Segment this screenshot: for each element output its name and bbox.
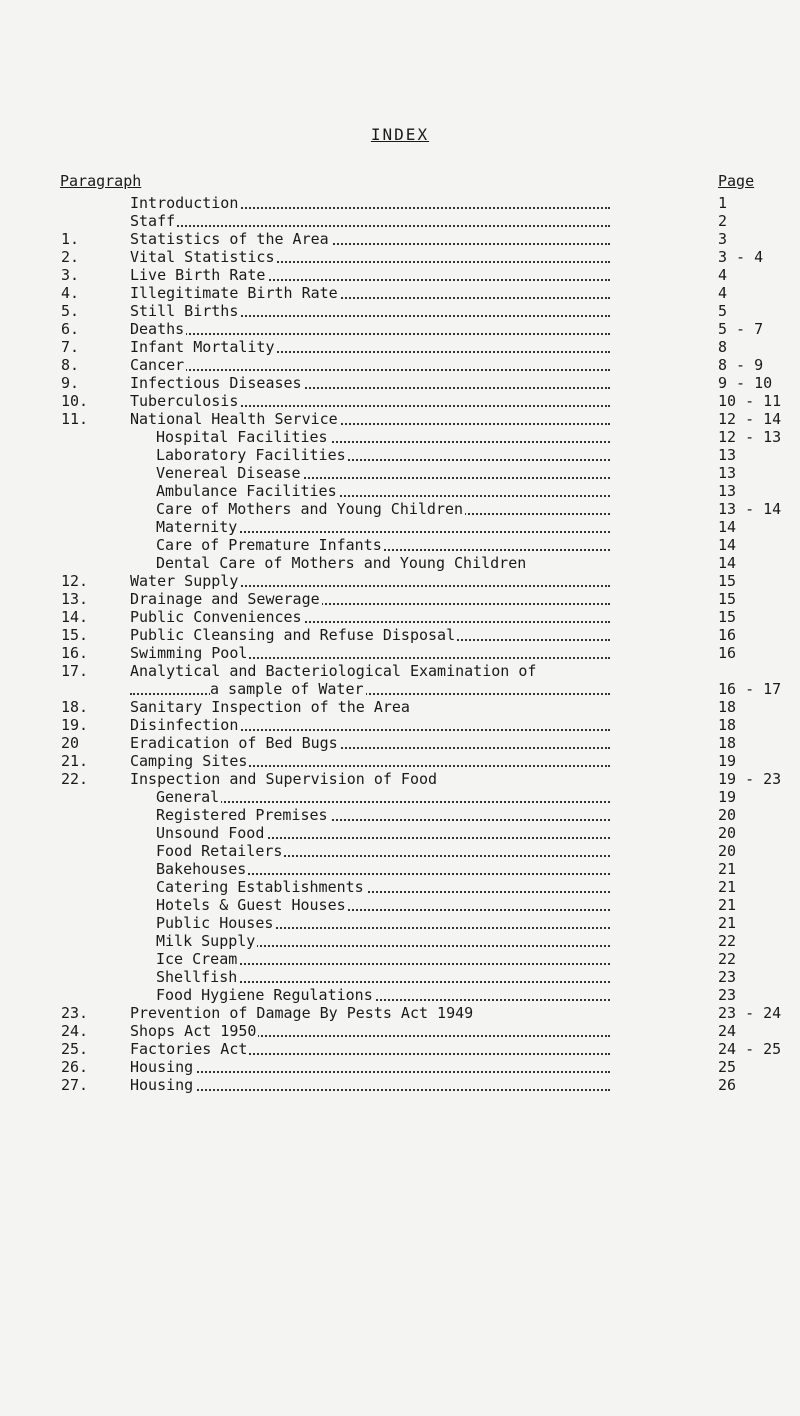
entry-title xyxy=(130,1040,610,1058)
dot-leader xyxy=(130,369,610,371)
entry-title xyxy=(156,518,610,536)
entry-text: Catering Establishments xyxy=(156,878,364,896)
page-number: 18 xyxy=(718,734,737,752)
page-number: 25 xyxy=(718,1058,737,1076)
entry-text: Infectious Diseases xyxy=(130,374,302,392)
page-number: 21 xyxy=(718,878,737,896)
page-number: 13 xyxy=(718,446,737,464)
entry-text: Factories Act xyxy=(130,1040,248,1058)
index-entry xyxy=(0,554,800,572)
paragraph-number: 11. xyxy=(61,410,89,428)
index-entry xyxy=(0,572,800,590)
entry-title xyxy=(156,446,610,464)
paragraph-number: 12. xyxy=(61,572,89,590)
paragraph-number: 4. xyxy=(61,284,80,302)
entry-title xyxy=(130,410,610,428)
page-number: 16 xyxy=(718,626,737,644)
page-number: 24 xyxy=(718,1022,737,1040)
page-number: 1 xyxy=(718,194,728,212)
entry-title xyxy=(130,194,610,212)
dot-leader xyxy=(130,693,610,695)
page-number: 16 - 17 xyxy=(718,680,782,698)
paragraph-number: 10. xyxy=(61,392,89,410)
entry-text: Public Cleansing and Refuse Disposal xyxy=(130,626,456,644)
index-entry xyxy=(0,932,800,950)
index-entry xyxy=(0,1022,800,1040)
entry-text: Food Retailers xyxy=(156,842,283,860)
page-number: 22 xyxy=(718,932,737,950)
index-entry xyxy=(0,356,800,374)
index-entry xyxy=(0,716,800,734)
entry-text: Tuberculosis xyxy=(130,392,239,410)
index-entry xyxy=(0,410,800,428)
page-number: 19 - 23 xyxy=(718,770,782,788)
entry-title xyxy=(130,284,610,302)
page-number: 12 - 13 xyxy=(718,428,782,446)
entry-text: Swimming Pool xyxy=(130,644,248,662)
paragraph-number: 5. xyxy=(61,302,80,320)
page-number: 21 xyxy=(718,914,737,932)
index-entry xyxy=(0,212,800,230)
page-number: 15 xyxy=(718,590,737,608)
entry-text: Housing xyxy=(130,1076,194,1094)
entry-title xyxy=(156,464,610,482)
paragraph-number: 22. xyxy=(61,770,89,788)
paragraph-number: 27. xyxy=(61,1076,89,1094)
entry-text: Analytical and Bacteriological Examination of xyxy=(130,662,537,680)
page-number: 5 xyxy=(718,302,728,320)
entry-title xyxy=(130,392,610,410)
entry-title xyxy=(130,590,610,608)
entry-text: Live Birth Rate xyxy=(130,266,266,284)
entry-text: Housing xyxy=(130,1058,194,1076)
paragraph-number: 15. xyxy=(61,626,89,644)
index-entry xyxy=(0,464,800,482)
page-column-header: Page xyxy=(718,172,755,190)
entry-title xyxy=(156,536,610,554)
entry-text: Public Conveniences xyxy=(130,608,302,626)
paragraph-number: 13. xyxy=(61,590,89,608)
paragraph-number: 2. xyxy=(61,248,80,266)
entry-title xyxy=(130,248,610,266)
index-list xyxy=(0,194,800,1094)
entry-text: Deaths xyxy=(130,320,185,338)
dot-leader xyxy=(130,225,610,227)
index-entry xyxy=(0,734,800,752)
index-entry xyxy=(0,788,800,806)
entry-text: Hotels & Guest Houses xyxy=(156,896,346,914)
index-entry xyxy=(0,1040,800,1058)
entry-text: Introduction xyxy=(130,194,239,212)
index-entry xyxy=(0,194,800,212)
dot-leader xyxy=(130,333,610,335)
paragraph-number: 19. xyxy=(61,716,89,734)
index-entry xyxy=(0,752,800,770)
entry-text: Illegitimate Birth Rate xyxy=(130,284,338,302)
entry-text: Food Hygiene Regulations xyxy=(156,986,373,1004)
page-number: 13 xyxy=(718,482,737,500)
page-number: 15 xyxy=(718,608,737,626)
paragraph-number: 20 xyxy=(61,734,80,752)
entry-title xyxy=(156,914,610,932)
entry-title xyxy=(130,698,610,716)
index-entry xyxy=(0,392,800,410)
paragraph-number: 17. xyxy=(61,662,89,680)
index-entry xyxy=(0,878,800,896)
index-entry xyxy=(0,302,800,320)
page-number: 19 xyxy=(718,788,737,806)
entry-title xyxy=(130,374,610,392)
dot-leader xyxy=(130,1071,610,1073)
index-entry xyxy=(0,338,800,356)
paragraph-number: 6. xyxy=(61,320,80,338)
entry-text: Ambulance Facilities xyxy=(156,482,337,500)
entry-text: Vital Statistics xyxy=(130,248,275,266)
entry-title xyxy=(130,752,610,770)
entry-title xyxy=(156,968,610,986)
page-number: 14 xyxy=(718,518,737,536)
page-number: 4 xyxy=(718,284,728,302)
index-entry xyxy=(0,230,800,248)
index-entry xyxy=(0,806,800,824)
entry-title xyxy=(156,860,610,878)
page-number: 20 xyxy=(718,842,737,860)
page-number: 26 xyxy=(718,1076,737,1094)
page-number: 9 - 10 xyxy=(718,374,773,392)
index-entry xyxy=(0,1076,800,1094)
index-entry xyxy=(0,446,800,464)
entry-text: Prevention of Damage By Pests Act 1949 xyxy=(130,1004,474,1022)
entry-title xyxy=(130,1076,610,1094)
entry-title xyxy=(130,770,610,788)
entry-title xyxy=(130,1004,610,1022)
index-entry xyxy=(0,824,800,842)
paragraph-number: 26. xyxy=(61,1058,89,1076)
entry-title xyxy=(156,428,610,446)
entry-text: Public Houses xyxy=(156,914,274,932)
index-entry xyxy=(0,950,800,968)
paragraph-number: 24. xyxy=(61,1022,89,1040)
paragraph-number: 18. xyxy=(61,698,89,716)
entry-text: Shellfish xyxy=(156,968,238,986)
page-number: 13 xyxy=(718,464,737,482)
page-number: 15 xyxy=(718,572,737,590)
index-entry xyxy=(0,608,800,626)
page-number: 19 xyxy=(718,752,737,770)
index-entry xyxy=(0,374,800,392)
entry-text: Drainage and Sewerage xyxy=(130,590,320,608)
page-number: 8 xyxy=(718,338,728,356)
entry-text: Maternity xyxy=(156,518,238,536)
entry-title xyxy=(130,356,610,374)
entry-text: Disinfection xyxy=(130,716,239,734)
entry-title xyxy=(156,878,610,896)
entry-text: Hospital Facilities xyxy=(156,428,328,446)
index-entry xyxy=(0,644,800,662)
paragraph-number: 16. xyxy=(61,644,89,662)
entry-title xyxy=(156,554,610,572)
entry-title xyxy=(156,896,610,914)
entry-text: General xyxy=(156,788,220,806)
entry-text: Sanitary Inspection of the Area xyxy=(130,698,410,716)
entry-text: Statistics of the Area xyxy=(130,230,329,248)
index-entry xyxy=(0,1004,800,1022)
paragraph-number: 21. xyxy=(61,752,89,770)
entry-title xyxy=(130,572,610,590)
page-number: 8 - 9 xyxy=(718,356,764,374)
entry-title xyxy=(130,266,610,284)
entry-title xyxy=(130,1022,610,1040)
page-number: 14 xyxy=(718,536,737,554)
dot-leader xyxy=(156,801,610,803)
index-entry xyxy=(0,662,800,698)
entry-text: National Health Service xyxy=(130,410,338,428)
paragraph-number: 1. xyxy=(61,230,80,248)
entry-title xyxy=(130,734,610,752)
index-entry xyxy=(0,590,800,608)
entry-title xyxy=(130,716,610,734)
entry-text: Eradication of Bed Bugs xyxy=(130,734,338,752)
page-title: INDEX xyxy=(370,125,430,144)
entry-title xyxy=(156,788,610,806)
paragraph-number: 14. xyxy=(61,608,89,626)
index-entry xyxy=(0,896,800,914)
index-entry xyxy=(0,986,800,1004)
index-entry xyxy=(0,428,800,446)
paragraph-number: 25. xyxy=(61,1040,89,1058)
paragraph-number: 9. xyxy=(61,374,80,392)
page-number: 23 xyxy=(718,986,737,1004)
index-entry xyxy=(0,698,800,716)
entry-title xyxy=(130,662,610,698)
index-entry xyxy=(0,266,800,284)
entry-text: Unsound Food xyxy=(156,824,265,842)
page-number: 21 xyxy=(718,896,737,914)
page-number: 4 xyxy=(718,266,728,284)
index-entry xyxy=(0,914,800,932)
entry-title xyxy=(156,950,610,968)
entry-text: Still Births xyxy=(130,302,239,320)
entry-title xyxy=(130,338,610,356)
entry-title xyxy=(156,500,610,518)
entry-title xyxy=(156,986,610,1004)
dot-leader xyxy=(130,1089,610,1091)
page-number: 20 xyxy=(718,806,737,824)
page-number: 12 - 14 xyxy=(718,410,782,428)
index-entry xyxy=(0,842,800,860)
index-entry xyxy=(0,248,800,266)
page-number: 23 xyxy=(718,968,737,986)
paragraph-number: 23. xyxy=(61,1004,89,1022)
entry-title xyxy=(130,212,610,230)
entry-text: Milk Supply xyxy=(156,932,256,950)
page-number: 10 - 11 xyxy=(718,392,782,410)
entry-text: Shops Act 1950 xyxy=(130,1022,257,1040)
page-number: 23 - 24 xyxy=(718,1004,782,1022)
page-number: 18 xyxy=(718,698,737,716)
entry-text: Camping Sites xyxy=(130,752,248,770)
index-entry xyxy=(0,626,800,644)
entry-title xyxy=(156,806,610,824)
entry-title xyxy=(156,932,610,950)
page-number: 5 - 7 xyxy=(718,320,764,338)
entry-title xyxy=(130,230,610,248)
page-number: 13 - 14 xyxy=(718,500,782,518)
entry-text: Ice Cream xyxy=(156,950,238,968)
page-number: 2 xyxy=(718,212,728,230)
entry-title xyxy=(156,842,610,860)
entry-title xyxy=(130,644,610,662)
page-number: 21 xyxy=(718,860,737,878)
index-entry xyxy=(0,1058,800,1076)
index-entry xyxy=(0,320,800,338)
entry-text: Care of Premature Infants xyxy=(156,536,382,554)
entry-text: Bakehouses xyxy=(156,860,247,878)
entry-title xyxy=(130,302,610,320)
entry-title xyxy=(130,1058,610,1076)
index-entry xyxy=(0,518,800,536)
index-entry xyxy=(0,500,800,518)
entry-text: Care of Mothers and Young Children xyxy=(156,500,464,518)
page-number: 18 xyxy=(718,716,737,734)
entry-title xyxy=(156,482,610,500)
page-number: 3 - 4 xyxy=(718,248,764,266)
page-number: 20 xyxy=(718,824,737,842)
entry-title xyxy=(130,320,610,338)
entry-text: Venereal Disease xyxy=(156,464,301,482)
paragraph-column-header: Paragraph xyxy=(60,172,142,190)
entry-title xyxy=(130,608,610,626)
paragraph-number: 3. xyxy=(61,266,80,284)
entry-text: Infant Mortality xyxy=(130,338,275,356)
page-number: 3 xyxy=(718,230,728,248)
entry-text: Cancer xyxy=(130,356,185,374)
index-entry xyxy=(0,770,800,788)
page-number: 24 - 25 xyxy=(718,1040,782,1058)
index-entry xyxy=(0,284,800,302)
entry-text: Water Supply xyxy=(130,572,239,590)
page-number: 22 xyxy=(718,950,737,968)
index-entry xyxy=(0,860,800,878)
index-entry xyxy=(0,482,800,500)
entry-text: Laboratory Facilities xyxy=(156,446,346,464)
entry-text: Registered Premises xyxy=(156,806,328,824)
index-entry xyxy=(0,968,800,986)
entry-text: Inspection and Supervision of Food xyxy=(130,770,438,788)
entry-text-continued: a sample of Water xyxy=(210,680,364,698)
paragraph-number: 8. xyxy=(61,356,80,374)
entry-title xyxy=(156,824,610,842)
page-number: 16 xyxy=(718,644,737,662)
entry-text: Dental Care of Mothers and Young Children xyxy=(156,554,527,572)
entry-text: Staff xyxy=(130,212,176,230)
entry-title xyxy=(130,626,610,644)
paragraph-number: 7. xyxy=(61,338,80,356)
page-number: 14 xyxy=(718,554,737,572)
index-entry xyxy=(0,536,800,554)
